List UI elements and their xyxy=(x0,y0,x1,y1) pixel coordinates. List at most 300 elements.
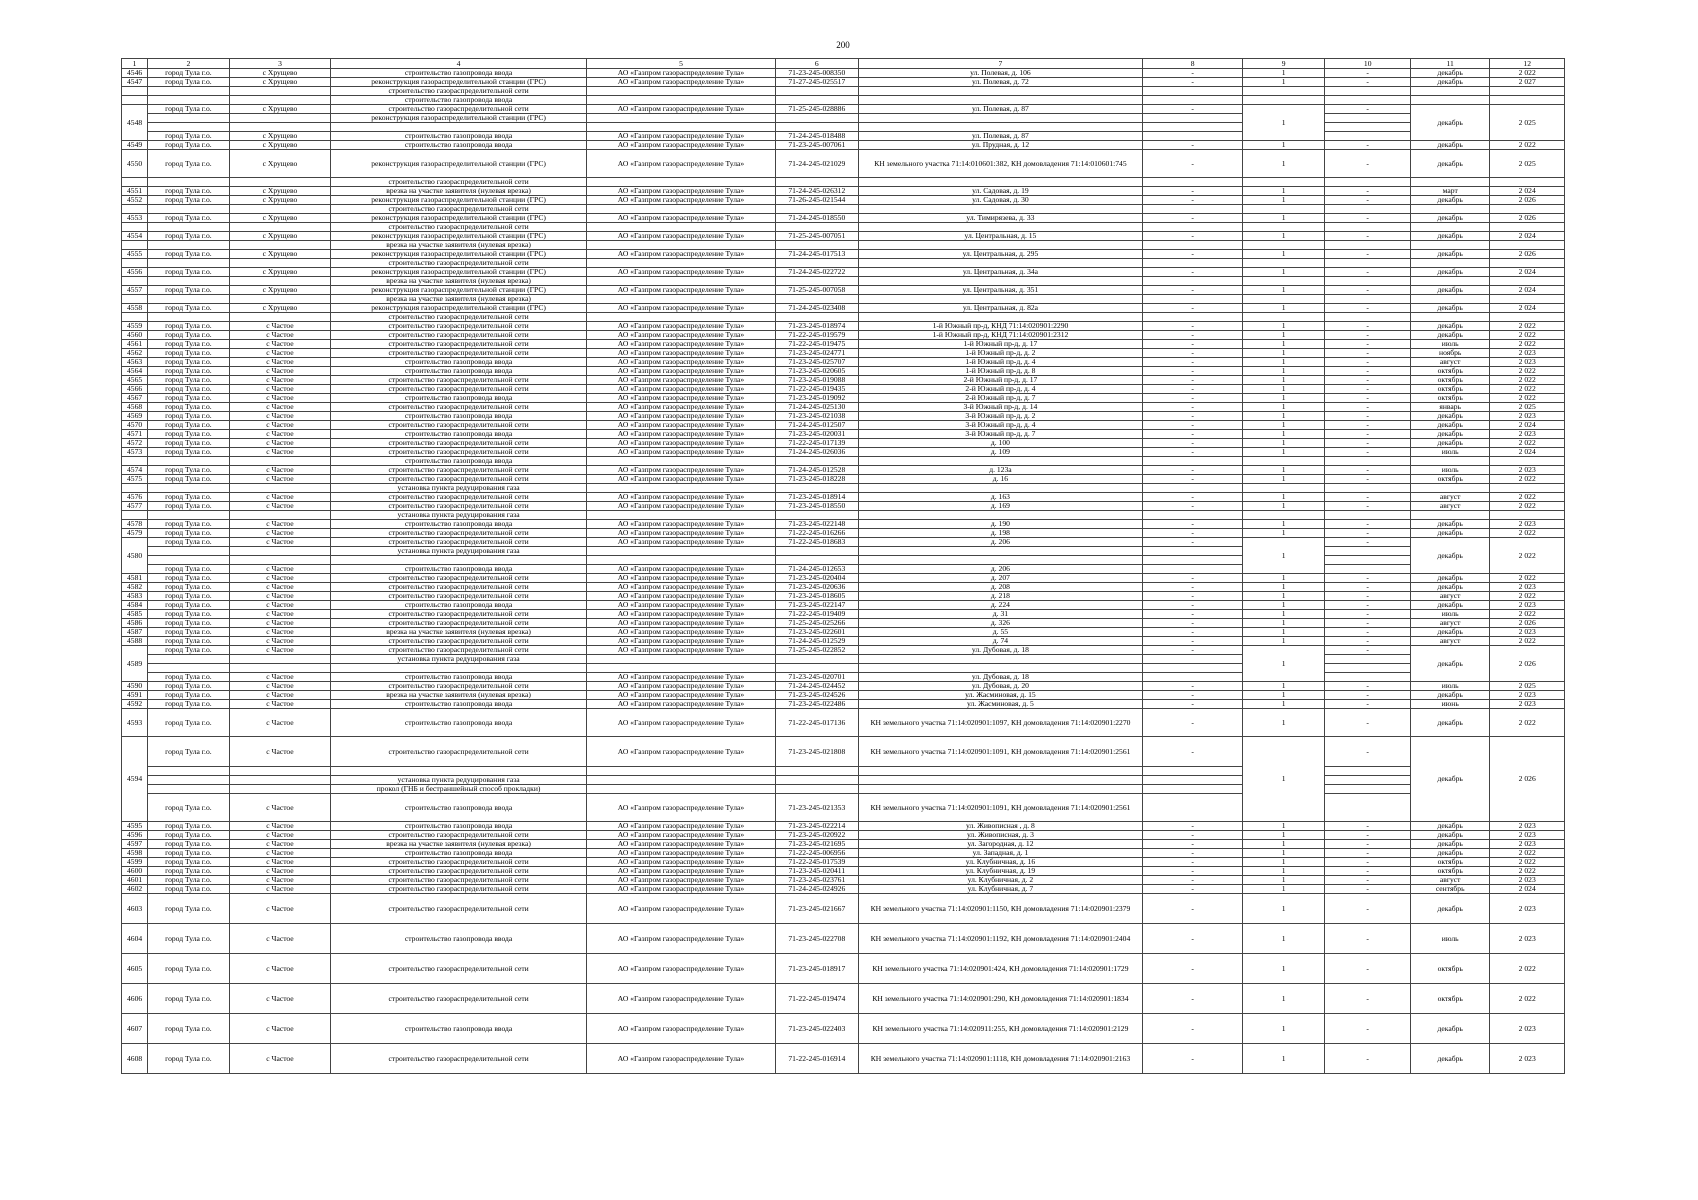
table-cell xyxy=(1410,96,1489,105)
table-cell: 2 024 xyxy=(1490,286,1565,295)
table-cell: декабрь xyxy=(1410,304,1489,313)
table-cell: с Частое xyxy=(229,858,331,867)
table-cell xyxy=(586,556,775,565)
table-cell: 1 xyxy=(1242,924,1325,954)
table-cell xyxy=(858,547,1143,556)
table-cell: АО «Газпром газораспределение Тула» xyxy=(586,1014,775,1044)
table-row xyxy=(122,646,1565,655)
table-cell xyxy=(229,484,331,493)
table-cell: 4552 xyxy=(122,196,148,205)
table-cell: строительство газопровода ввода xyxy=(331,412,587,421)
table-cell: - xyxy=(1325,421,1411,430)
table-row xyxy=(122,457,1565,466)
table-cell: август xyxy=(1410,637,1489,646)
table-cell: 4595 xyxy=(122,822,148,831)
table-cell xyxy=(1242,96,1325,105)
table-cell: с Частое xyxy=(229,709,331,737)
table-cell: 4592 xyxy=(122,700,148,709)
table-cell: 1 xyxy=(1242,637,1325,646)
table-cell: АО «Газпром газораспределение Тула» xyxy=(586,430,775,439)
table-cell: д. 198 xyxy=(858,529,1143,538)
table-cell: 1 xyxy=(1242,394,1325,403)
table-cell: 4554 xyxy=(122,232,148,241)
table-cell: АО «Газпром газораспределение Тула» xyxy=(586,831,775,840)
table-cell: 2 027 xyxy=(1490,78,1565,87)
table-cell: город Тула г.о. xyxy=(148,78,230,87)
table-cell xyxy=(776,664,859,673)
table-cell: с Частое xyxy=(229,954,331,984)
table-cell xyxy=(776,547,859,556)
table-cell: город Тула г.о. xyxy=(148,574,230,583)
table-cell: 71-22-245-016914 xyxy=(776,1044,859,1074)
table-cell xyxy=(1143,794,1243,822)
table-cell: 2 024 xyxy=(1490,232,1565,241)
table-cell: АО «Газпром газораспределение Тула» xyxy=(586,268,775,277)
table-row xyxy=(122,628,1565,637)
table-cell: д. 109 xyxy=(858,448,1143,457)
table-cell xyxy=(1325,565,1411,574)
table-cell: с Частое xyxy=(229,430,331,439)
table-cell: АО «Газпром газораспределение Тула» xyxy=(586,924,775,954)
table-row xyxy=(122,556,1565,565)
table-cell: 71-23-245-008350 xyxy=(776,69,859,78)
table-row xyxy=(122,1014,1565,1044)
table-cell: 2 022 xyxy=(1490,340,1565,349)
table-cell xyxy=(776,785,859,794)
table-cell: - xyxy=(1143,214,1243,223)
table-cell: город Тула г.о. xyxy=(148,924,230,954)
table-cell: 71-24-245-018550 xyxy=(776,214,859,223)
table-cell: 2 025 xyxy=(1490,150,1565,178)
table-cell: с Хрущево xyxy=(229,214,331,223)
table-cell xyxy=(148,664,230,673)
table-cell xyxy=(1242,205,1325,214)
table-row xyxy=(122,511,1565,520)
table-cell: город Тула г.о. xyxy=(148,682,230,691)
table-row xyxy=(122,538,1565,547)
table-row xyxy=(122,250,1565,259)
table-cell: 1 xyxy=(1242,840,1325,849)
table-cell xyxy=(229,655,331,664)
table-cell xyxy=(1325,785,1411,794)
table-cell: АО «Газпром газораспределение Тула» xyxy=(586,385,775,394)
table-cell: 71-23-245-021695 xyxy=(776,840,859,849)
table-cell: город Тула г.о. xyxy=(148,502,230,511)
table-cell: ул. Центральная, д. 351 xyxy=(858,286,1143,295)
table-cell: город Тула г.о. xyxy=(148,822,230,831)
table-cell xyxy=(1490,87,1565,96)
table-cell: АО «Газпром газораспределение Тула» xyxy=(586,304,775,313)
table-cell xyxy=(858,277,1143,286)
table-cell: город Тула г.о. xyxy=(148,610,230,619)
table-cell: - xyxy=(1143,421,1243,430)
table-row xyxy=(122,96,1565,105)
table-cell xyxy=(148,178,230,187)
table-cell: декабрь xyxy=(1410,412,1489,421)
table-cell: 71-22-245-019409 xyxy=(776,610,859,619)
table-cell: ул. Жасминовая, д. 5 xyxy=(858,700,1143,709)
table-cell: декабрь xyxy=(1410,1014,1489,1044)
table-cell xyxy=(586,664,775,673)
table-cell: город Тула г.о. xyxy=(148,894,230,924)
table-cell: с Хрущево xyxy=(229,150,331,178)
table-cell: 2 023 xyxy=(1490,924,1565,954)
table-cell: АО «Газпром газораспределение Тула» xyxy=(586,376,775,385)
table-cell xyxy=(148,295,230,304)
table-cell: город Тула г.о. xyxy=(148,709,230,737)
table-row xyxy=(122,709,1565,737)
table-cell: город Тула г.о. xyxy=(148,214,230,223)
table-cell: 71-22-245-006956 xyxy=(776,849,859,858)
table-cell: 2 026 xyxy=(1490,196,1565,205)
table-cell: АО «Газпром газораспределение Тула» xyxy=(586,412,775,421)
table-cell: город Тула г.о. xyxy=(148,592,230,601)
table-cell: строительство газораспределительной сети xyxy=(331,349,587,358)
table-cell xyxy=(858,767,1143,776)
table-cell: - xyxy=(1143,520,1243,529)
table-cell: 71-24-245-021029 xyxy=(776,150,859,178)
table-cell xyxy=(1410,241,1489,250)
table-cell: д. 74 xyxy=(858,637,1143,646)
table-row xyxy=(122,331,1565,340)
table-row xyxy=(122,867,1565,876)
table-cell: АО «Газпром газораспределение Тула» xyxy=(586,700,775,709)
table-cell: - xyxy=(1325,250,1411,259)
table-row xyxy=(122,565,1565,574)
table-cell: 2 022 xyxy=(1490,331,1565,340)
table-cell: 2 024 xyxy=(1490,885,1565,894)
table-cell: июль xyxy=(1410,340,1489,349)
table-cell: реконструкция газораспределительной станции (ГРС) xyxy=(331,114,587,123)
table-cell: 4562 xyxy=(122,349,148,358)
table-cell: 1 xyxy=(1242,709,1325,737)
table-cell: 71-22-245-019474 xyxy=(776,984,859,1014)
table-cell: АО «Газпром газораспределение Тула» xyxy=(586,196,775,205)
table-cell: с Хрущево xyxy=(229,132,331,141)
table-cell xyxy=(1143,87,1243,96)
table-cell: 2 022 xyxy=(1490,475,1565,484)
table-cell: 4605 xyxy=(122,954,148,984)
table-cell: 2 022 xyxy=(1490,69,1565,78)
table-cell xyxy=(776,114,859,123)
table-cell xyxy=(1490,313,1565,322)
table-cell: город Тула г.о. xyxy=(148,250,230,259)
table-cell xyxy=(1490,484,1565,493)
table-cell: АО «Газпром газораспределение Тула» xyxy=(586,141,775,150)
table-cell xyxy=(776,767,859,776)
table-cell: строительство газораспределительной сети xyxy=(331,637,587,646)
table-cell: ул. Садовая, д. 19 xyxy=(858,187,1143,196)
table-row xyxy=(122,691,1565,700)
table-cell: - xyxy=(1143,529,1243,538)
table-cell: декабрь xyxy=(1410,268,1489,277)
table-cell xyxy=(858,511,1143,520)
table-cell: - xyxy=(1143,376,1243,385)
table-cell: город Тула г.о. xyxy=(148,376,230,385)
table-cell: город Тула г.о. xyxy=(148,583,230,592)
table-row xyxy=(122,601,1565,610)
table-cell: декабрь xyxy=(1410,646,1489,682)
table-cell: 71-23-245-022214 xyxy=(776,822,859,831)
table-cell: июль xyxy=(1410,466,1489,475)
table-cell: строительство газораспределительной сети xyxy=(331,529,587,538)
table-cell: установка пункта редуцирования газа xyxy=(331,511,587,520)
table-cell: 1 xyxy=(1242,322,1325,331)
table-cell: город Тула г.о. xyxy=(148,601,230,610)
table-cell xyxy=(229,785,331,794)
table-cell: реконструкция газораспределительной станции (ГРС) xyxy=(331,196,587,205)
table-cell: 4575 xyxy=(122,475,148,484)
table-cell: реконструкция газораспределительной станции (ГРС) xyxy=(331,286,587,295)
table-cell: город Тула г.о. xyxy=(148,268,230,277)
table-cell: город Тула г.о. xyxy=(148,520,230,529)
table-cell: декабрь xyxy=(1410,430,1489,439)
table-cell: 1 xyxy=(1242,286,1325,295)
table-cell: декабрь xyxy=(1410,849,1489,858)
table-cell: с Частое xyxy=(229,412,331,421)
table-cell: 71-22-245-016266 xyxy=(776,529,859,538)
table-cell: - xyxy=(1143,737,1243,767)
table-cell: АО «Газпром газораспределение Тула» xyxy=(586,885,775,894)
table-cell: - xyxy=(1325,448,1411,457)
table-cell: с Частое xyxy=(229,520,331,529)
table-cell: АО «Газпром газораспределение Тула» xyxy=(586,628,775,637)
table-cell: строительство газораспределительной сети xyxy=(331,223,587,232)
table-cell xyxy=(858,223,1143,232)
table-cell: с Хрущево xyxy=(229,78,331,87)
table-cell: город Тула г.о. xyxy=(148,232,230,241)
table-cell: - xyxy=(1325,439,1411,448)
table-cell: октябрь xyxy=(1410,867,1489,876)
table-cell: - xyxy=(1325,682,1411,691)
table-cell: - xyxy=(1325,831,1411,840)
table-cell xyxy=(858,776,1143,785)
table-cell: 1 xyxy=(1242,831,1325,840)
table-row xyxy=(122,858,1565,867)
table-cell xyxy=(148,457,230,466)
table-cell: 4549 xyxy=(122,141,148,150)
table-cell: город Тула г.о. xyxy=(148,105,230,114)
table-cell: - xyxy=(1143,538,1243,547)
table-cell: город Тула г.о. xyxy=(148,367,230,376)
table-cell: реконструкция газораспределительной станции (ГРС) xyxy=(331,78,587,87)
table-cell: строительство газораспределительной сети xyxy=(331,421,587,430)
table-cell: 2 022 xyxy=(1490,610,1565,619)
table-cell: строительство газораспределительной сети xyxy=(331,205,587,214)
table-cell: город Тула г.о. xyxy=(148,69,230,78)
table-cell: октябрь xyxy=(1410,376,1489,385)
table-cell: АО «Газпром газораспределение Тула» xyxy=(586,529,775,538)
table-cell xyxy=(1325,776,1411,785)
table-cell: 1 xyxy=(1242,412,1325,421)
table-cell: с Частое xyxy=(229,529,331,538)
table-cell: 1 xyxy=(1242,574,1325,583)
table-cell: 71-24-245-012529 xyxy=(776,637,859,646)
table-cell: декабрь xyxy=(1410,538,1489,574)
table-cell xyxy=(1325,313,1411,322)
table-cell: 71-23-245-007061 xyxy=(776,141,859,150)
table-cell: с Частое xyxy=(229,840,331,849)
table-cell: 4590 xyxy=(122,682,148,691)
column-header: 4 xyxy=(331,59,587,69)
column-header: 11 xyxy=(1410,59,1489,69)
table-row xyxy=(122,831,1565,840)
table-cell: АО «Газпром газораспределение Тула» xyxy=(586,187,775,196)
table-cell xyxy=(331,767,587,776)
table-cell: с Частое xyxy=(229,538,331,547)
table-row xyxy=(122,840,1565,849)
table-cell: 2 026 xyxy=(1490,619,1565,628)
table-cell: АО «Газпром газораспределение Тула» xyxy=(586,592,775,601)
table-cell: декабрь xyxy=(1410,520,1489,529)
table-cell: 4585 xyxy=(122,610,148,619)
table-cell: 71-23-245-022708 xyxy=(776,924,859,954)
table-cell xyxy=(1325,223,1411,232)
table-cell: 1 xyxy=(1242,385,1325,394)
table-cell: 2 026 xyxy=(1490,214,1565,223)
table-cell: 2 022 xyxy=(1490,849,1565,858)
table-cell xyxy=(776,259,859,268)
table-cell: 71-23-245-018228 xyxy=(776,475,859,484)
table-cell: с Хрущево xyxy=(229,250,331,259)
table-cell: 4558 xyxy=(122,304,148,313)
table-cell: 4566 xyxy=(122,385,148,394)
table-row xyxy=(122,178,1565,187)
table-cell: - xyxy=(1143,619,1243,628)
table-row xyxy=(122,737,1565,767)
table-cell: - xyxy=(1325,268,1411,277)
table-cell: - xyxy=(1325,150,1411,178)
table-cell: - xyxy=(1325,385,1411,394)
page-number: 200 xyxy=(836,40,850,50)
table-cell: август xyxy=(1410,619,1489,628)
table-cell: строительство газораспределительной сети xyxy=(331,858,587,867)
table-cell xyxy=(586,123,775,132)
table-cell: 2 022 xyxy=(1490,954,1565,984)
table-cell: город Тула г.о. xyxy=(148,331,230,340)
table-cell: 71-26-245-021544 xyxy=(776,196,859,205)
table-cell: 71-23-245-019092 xyxy=(776,394,859,403)
table-cell: 71-23-245-018974 xyxy=(776,322,859,331)
table-cell xyxy=(858,96,1143,105)
table-cell: 1 xyxy=(1242,475,1325,484)
table-cell: - xyxy=(1325,954,1411,984)
table-cell: с Частое xyxy=(229,592,331,601)
table-cell xyxy=(1410,277,1489,286)
table-cell: июль xyxy=(1410,448,1489,457)
table-cell: - xyxy=(1325,376,1411,385)
table-cell: город Тула г.о. xyxy=(148,867,230,876)
table-cell: 71-24-245-012528 xyxy=(776,466,859,475)
table-cell: 4574 xyxy=(122,466,148,475)
table-cell: с Частое xyxy=(229,822,331,831)
table-row xyxy=(122,78,1565,87)
table-cell: город Тула г.о. xyxy=(148,885,230,894)
table-row xyxy=(122,592,1565,601)
table-cell: 4602 xyxy=(122,885,148,894)
table-cell: ул. Жасминовая, д. 15 xyxy=(858,691,1143,700)
table-cell: город Тула г.о. xyxy=(148,840,230,849)
table-cell: АО «Газпром газораспределение Тула» xyxy=(586,709,775,737)
column-header: 2 xyxy=(148,59,230,69)
table-cell: город Тула г.о. xyxy=(148,358,230,367)
table-cell: 71-22-245-017539 xyxy=(776,858,859,867)
table-cell: 4596 xyxy=(122,831,148,840)
table-row xyxy=(122,984,1565,1014)
table-cell: - xyxy=(1325,367,1411,376)
table-cell: 4557 xyxy=(122,286,148,295)
table-cell: декабрь xyxy=(1410,583,1489,592)
table-row xyxy=(122,286,1565,295)
table-cell: 1 xyxy=(1242,822,1325,831)
table-cell: 4603 xyxy=(122,894,148,924)
table-cell: КН земельного участка 71:14:020901:1150, КН домовладения 71:14:020901:2379 xyxy=(858,894,1143,924)
table-cell: - xyxy=(1143,340,1243,349)
table-cell xyxy=(148,123,230,132)
table-cell: - xyxy=(1143,601,1243,610)
table-cell: с Частое xyxy=(229,583,331,592)
table-cell: 71-23-245-019088 xyxy=(776,376,859,385)
table-cell: 71-24-245-018488 xyxy=(776,132,859,141)
table-cell: 2 025 xyxy=(1490,682,1565,691)
table-cell xyxy=(229,457,331,466)
table-row xyxy=(122,150,1565,178)
table-cell: 1 xyxy=(1242,78,1325,87)
table-cell: строительство газораспределительной сети xyxy=(331,583,587,592)
table-cell xyxy=(1490,295,1565,304)
table-cell xyxy=(586,205,775,214)
table-cell: 71-23-245-018917 xyxy=(776,954,859,984)
table-cell xyxy=(1410,457,1489,466)
table-cell xyxy=(1143,132,1243,141)
table-cell: - xyxy=(1325,583,1411,592)
table-cell: 4584 xyxy=(122,601,148,610)
table-cell xyxy=(1325,457,1411,466)
table-cell: строительство газораспределительной сети xyxy=(331,105,587,114)
table-cell: 1 xyxy=(1242,1044,1325,1074)
table-cell: с Хрущево xyxy=(229,304,331,313)
table-cell: строительство газораспределительной сети xyxy=(331,331,587,340)
table-cell: 1 xyxy=(1242,502,1325,511)
table-cell: КН земельного участка 71:14:020901:1097, КН домовладения 71:14:020901:2270 xyxy=(858,709,1143,737)
table-cell: 2 023 xyxy=(1490,349,1565,358)
table-cell: д. 190 xyxy=(858,520,1143,529)
table-cell: город Тула г.о. xyxy=(148,196,230,205)
table-cell: реконструкция газораспределительной станции (ГРС) xyxy=(331,214,587,223)
table-cell: с Частое xyxy=(229,574,331,583)
table-cell: 1 xyxy=(1242,858,1325,867)
table-row xyxy=(122,412,1565,421)
table-cell: август xyxy=(1410,502,1489,511)
table-cell: 2 022 xyxy=(1490,376,1565,385)
table-cell: АО «Газпром газораспределение Тула» xyxy=(586,858,775,867)
table-cell xyxy=(229,178,331,187)
table-cell: строительство газораспределительной сети xyxy=(331,340,587,349)
table-cell: 2 022 xyxy=(1490,141,1565,150)
table-cell: с Частое xyxy=(229,439,331,448)
table-cell: город Тула г.о. xyxy=(148,403,230,412)
column-header: 8 xyxy=(1143,59,1243,69)
table-cell: 1 xyxy=(1242,187,1325,196)
table-cell xyxy=(1242,457,1325,466)
table-cell xyxy=(1143,767,1243,776)
table-cell: строительство газопровода ввода xyxy=(331,1014,587,1044)
table-cell xyxy=(1410,223,1489,232)
data-table xyxy=(121,58,1565,1074)
table-cell: 71-22-245-019435 xyxy=(776,385,859,394)
table-cell: с Частое xyxy=(229,682,331,691)
table-cell: АО «Газпром газораспределение Тула» xyxy=(586,340,775,349)
